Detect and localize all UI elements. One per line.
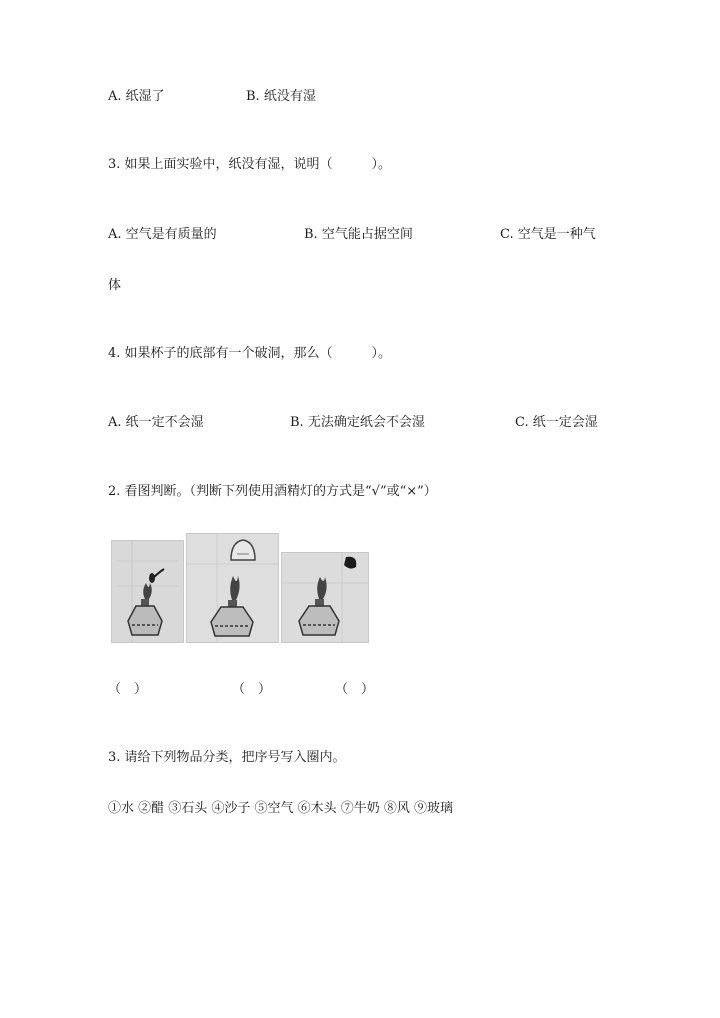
q3-stem: 3. 如果上面实验中，纸没有湿，说明（ ）。 — [108, 157, 392, 172]
judge-stem: 2. 看图判断。（判断下列使用酒精灯的方式是“√”或“×”） — [108, 484, 437, 499]
prev-option-a: A. 纸湿了 — [108, 89, 165, 104]
q3-option-c: C. 空气是一种气 — [500, 227, 596, 242]
alcohol-lamp-lighting-icon — [111, 540, 184, 643]
answer-paren-1[interactable]: （ ） — [108, 682, 148, 697]
classify-stem: 3. 请给下列物品分类，把序号写入圈内。 — [108, 750, 346, 765]
q4-stem: 4. 如果杯子的底部有一个破洞，那么（ ）。 — [108, 346, 392, 361]
alcohol-lamp-blowing-icon — [281, 552, 369, 643]
q3-option-b: B. 空气能占据空间 — [304, 227, 413, 242]
q4-option-a: A. 纸一定不会湿 — [108, 415, 204, 430]
classify-items: ①水 ②醋 ③石头 ④沙子 ⑤空气 ⑥木头 ⑦牛奶 ⑧风 ⑨玻璃 — [108, 801, 454, 816]
q4-option-b: B. 无法确定纸会不会湿 — [290, 415, 425, 430]
prev-option-b: B. 纸没有湿 — [246, 89, 316, 104]
answer-paren-3[interactable]: （ ） — [335, 682, 375, 697]
answer-paren-2[interactable]: （ ） — [232, 682, 272, 697]
q3-option-c-continued: 体 — [108, 278, 122, 293]
q4-option-c: C. 纸一定会湿 — [515, 415, 598, 430]
q3-option-a: A. 空气是有质量的 — [108, 227, 217, 242]
alcohol-lamp-capping-icon — [186, 533, 279, 643]
